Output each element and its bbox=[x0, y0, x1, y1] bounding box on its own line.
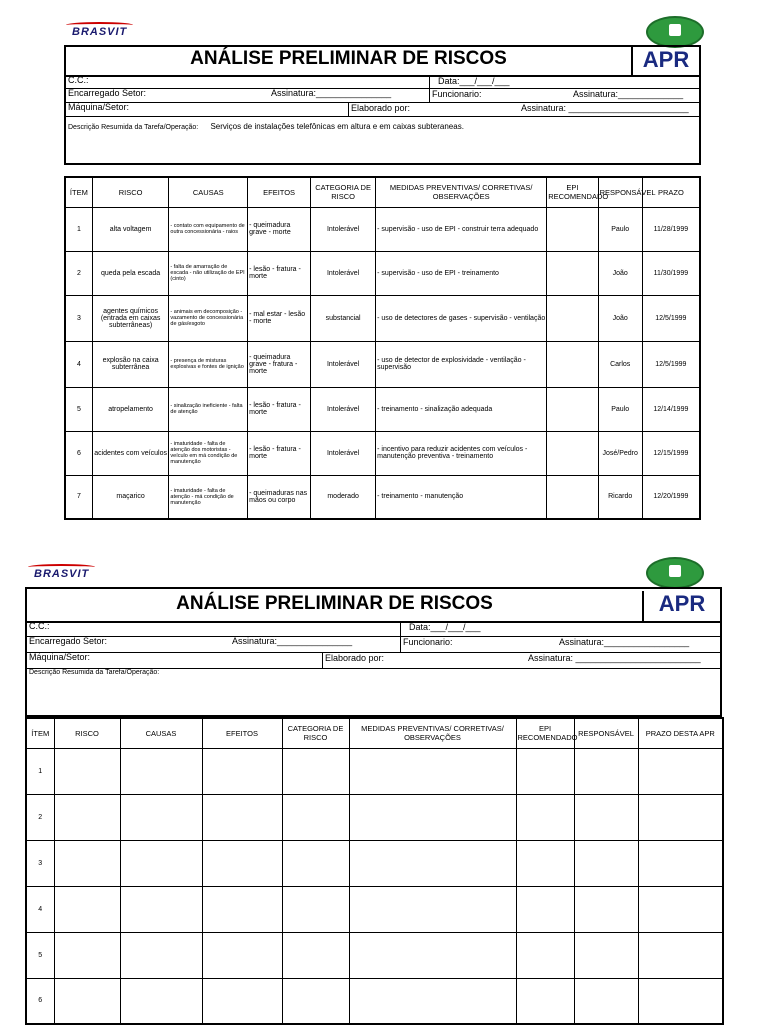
cell-risco: maçarico bbox=[92, 475, 169, 519]
empty-cell[interactable] bbox=[120, 840, 202, 886]
cell-medidas: - treinamento - sinalização adequada bbox=[376, 387, 547, 431]
form1-header bbox=[64, 45, 701, 165]
brasvit-logo-2: BRASVIT bbox=[34, 568, 90, 580]
empty-cell[interactable] bbox=[516, 932, 574, 978]
form1-funcionario: Funcionario: bbox=[432, 89, 482, 99]
empty-cell[interactable] bbox=[638, 794, 723, 840]
cell-resp: Paulo bbox=[598, 387, 642, 431]
column-header: ÍTEM bbox=[65, 177, 92, 207]
cell-medidas: - uso de detectores de gases - supervisão - ventilação bbox=[376, 295, 547, 341]
cell-item: 4 bbox=[65, 341, 92, 387]
brasvit-logo: BRASVIT bbox=[72, 26, 128, 38]
cell-risco: queda pela escada bbox=[92, 251, 169, 295]
cell-categoria: Intolerável bbox=[311, 251, 376, 295]
cell-item: 7 bbox=[65, 475, 92, 519]
cell-epi bbox=[547, 431, 598, 475]
table-row bbox=[26, 886, 723, 932]
cell-prazo: 12/5/1999 bbox=[642, 295, 700, 341]
cell-resp: João bbox=[598, 251, 642, 295]
table-row bbox=[26, 932, 723, 978]
form2-apr: APR bbox=[642, 591, 720, 621]
cell-efeitos: - lesão - fratura - morte bbox=[248, 251, 311, 295]
empty-cell[interactable] bbox=[516, 794, 574, 840]
form2-title: ANÁLISE PRELIMINAR DE RISCOS bbox=[176, 593, 493, 614]
form1-encarregado: Encarregado Setor: bbox=[68, 88, 147, 98]
form2-elaborado: Elaborado por: bbox=[325, 653, 385, 663]
empty-cell[interactable] bbox=[516, 886, 574, 932]
empty-cell[interactable] bbox=[574, 932, 638, 978]
cell-categoria: moderado bbox=[311, 475, 376, 519]
form2-assinatura2: Assinatura:_________________ bbox=[559, 637, 690, 647]
empty-cell[interactable] bbox=[349, 840, 516, 886]
column-header: RISCO bbox=[92, 177, 169, 207]
column-header: ÍTEM bbox=[26, 718, 54, 748]
cell-medidas: - treinamento - manutenção bbox=[376, 475, 547, 519]
cell-categoria: Intolerável bbox=[311, 207, 376, 251]
empty-cell[interactable] bbox=[54, 794, 120, 840]
empty-cell[interactable] bbox=[574, 748, 638, 794]
column-header: EFEITOS bbox=[202, 718, 282, 748]
form2-data: Data:___/___/___ bbox=[409, 622, 481, 632]
cell-item: 1 bbox=[26, 748, 54, 794]
form1-apr: APR bbox=[631, 47, 699, 75]
cell-risco: atropelamento bbox=[92, 387, 169, 431]
cell-epi bbox=[547, 387, 598, 431]
cell-epi bbox=[547, 251, 598, 295]
cell-resp: João bbox=[598, 295, 642, 341]
empty-cell[interactable] bbox=[54, 886, 120, 932]
table-row bbox=[65, 207, 700, 251]
cell-prazo: 11/30/1999 bbox=[642, 251, 700, 295]
column-header: RESPONSÁVEL bbox=[574, 718, 638, 748]
form1-title: ANÁLISE PRELIMINAR DE RISCOS bbox=[190, 48, 507, 69]
empty-cell[interactable] bbox=[282, 978, 349, 1024]
empty-cell[interactable] bbox=[120, 932, 202, 978]
form1-maquina: Máquina/Setor: bbox=[68, 102, 130, 112]
empty-cell[interactable] bbox=[349, 978, 516, 1024]
cell-epi bbox=[547, 207, 598, 251]
cell-epi bbox=[547, 475, 598, 519]
empty-cell[interactable] bbox=[574, 840, 638, 886]
empty-cell[interactable] bbox=[202, 748, 282, 794]
empty-cell[interactable] bbox=[638, 932, 723, 978]
empty-cell[interactable] bbox=[282, 840, 349, 886]
safety-seal-icon-2 bbox=[646, 557, 704, 589]
table-row bbox=[26, 748, 723, 794]
form2-descricao-label: Descrição Resumida da Tarefa/Operação: bbox=[29, 669, 160, 676]
column-header: CAUSAS bbox=[120, 718, 202, 748]
cell-medidas: - uso de detector de explosividade - ventilação - supervisão bbox=[376, 341, 547, 387]
cell-risco: alta voltagem bbox=[92, 207, 169, 251]
cell-causas: - falta de amarração de escada - não utilização de EPI (cinto) bbox=[169, 251, 248, 295]
empty-cell[interactable] bbox=[638, 840, 723, 886]
table-row bbox=[65, 295, 700, 341]
empty-cell[interactable] bbox=[282, 932, 349, 978]
column-header: PRAZO DESTA APR bbox=[638, 718, 723, 748]
column-header: RISCO bbox=[54, 718, 120, 748]
table-row bbox=[26, 978, 723, 1024]
cell-resp: Paulo bbox=[598, 207, 642, 251]
empty-cell[interactable] bbox=[120, 886, 202, 932]
empty-cell[interactable] bbox=[638, 886, 723, 932]
form1-cc: C.C.: bbox=[68, 75, 89, 85]
cell-causas: - contato com equipamento de outra concessionária - raios bbox=[169, 207, 248, 251]
cell-epi bbox=[547, 295, 598, 341]
empty-cell[interactable] bbox=[202, 978, 282, 1024]
cell-categoria: Intolerável bbox=[311, 431, 376, 475]
cell-efeitos: - queimadura grave - morte bbox=[248, 207, 311, 251]
cell-efeitos: - lesão - fratura - morte bbox=[248, 387, 311, 431]
cell-causas: - sinalização ineficiente - falta de atenção bbox=[169, 387, 248, 431]
form1-assinatura2: Assinatura:_____________ bbox=[573, 89, 684, 99]
column-header: EFEITOS bbox=[248, 177, 311, 207]
empty-cell[interactable] bbox=[202, 840, 282, 886]
table-row bbox=[65, 431, 700, 475]
table-row bbox=[65, 387, 700, 431]
column-header: RESPONSÁVEL bbox=[598, 177, 642, 207]
cell-categoria: Intolerável bbox=[311, 341, 376, 387]
table-row bbox=[65, 251, 700, 295]
safety-seal-icon bbox=[646, 16, 704, 48]
cell-prazo: 12/5/1999 bbox=[642, 341, 700, 387]
cell-medidas: - supervisão - uso de EPI - treinamento bbox=[376, 251, 547, 295]
cell-efeitos: - lesão - fratura - morte bbox=[248, 431, 311, 475]
empty-cell[interactable] bbox=[574, 794, 638, 840]
cell-item: 3 bbox=[26, 840, 54, 886]
cell-risco: explosão na caixa subterrânea bbox=[92, 341, 169, 387]
empty-cell[interactable] bbox=[349, 932, 516, 978]
empty-cell[interactable] bbox=[282, 748, 349, 794]
cell-categoria: Intolerável bbox=[311, 387, 376, 431]
empty-cell[interactable] bbox=[349, 748, 516, 794]
empty-cell[interactable] bbox=[202, 794, 282, 840]
empty-cell[interactable] bbox=[54, 932, 120, 978]
cell-efeitos: - queimadura grave - fratura - morte bbox=[248, 341, 311, 387]
form2-header bbox=[25, 587, 722, 717]
cell-causas: - imaturidade - falta de atenção dos motoristas - veículo em má condição de manutenção bbox=[169, 431, 248, 475]
form2-maquina: Máquina/Setor: bbox=[29, 652, 91, 662]
column-header: PRAZO bbox=[642, 177, 700, 207]
cell-causas: - animais em decomposição - vazamento de concessionária de gás/esgoto bbox=[169, 295, 248, 341]
form2-assinatura1: Assinatura:_______________ bbox=[232, 636, 353, 646]
cell-prazo: 12/14/1999 bbox=[642, 387, 700, 431]
form1-assinatura1: Assinatura:_______________ bbox=[271, 88, 392, 98]
cell-item: 6 bbox=[26, 978, 54, 1024]
column-header: CATEGORIA DE RISCO bbox=[311, 177, 376, 207]
empty-cell[interactable] bbox=[120, 978, 202, 1024]
form1-risk-table bbox=[64, 176, 701, 520]
column-header: CAUSAS bbox=[169, 177, 248, 207]
empty-cell[interactable] bbox=[282, 794, 349, 840]
cell-resp: José/Pedro bbox=[598, 431, 642, 475]
cell-causas: - presença de misturas explosivas e fontes de ignição bbox=[169, 341, 248, 387]
cell-efeitos: - mal estar - lesão - morte bbox=[248, 295, 311, 341]
cell-prazo: 11/28/1999 bbox=[642, 207, 700, 251]
form2-encarregado: Encarregado Setor: bbox=[29, 636, 108, 646]
form1-data: Data:___/___/___ bbox=[438, 76, 510, 86]
cell-prazo: 12/15/1999 bbox=[642, 431, 700, 475]
cell-item: 4 bbox=[26, 886, 54, 932]
table-row bbox=[65, 475, 700, 519]
cell-causas: - imaturidade - falta de atenção - má condição de manutenção bbox=[169, 475, 248, 519]
cell-item: 1 bbox=[65, 207, 92, 251]
cell-epi bbox=[547, 341, 598, 387]
empty-cell[interactable] bbox=[54, 840, 120, 886]
empty-cell[interactable] bbox=[120, 748, 202, 794]
cell-resp: Carlos bbox=[598, 341, 642, 387]
form1-assinatura3: Assinatura: ________________________ bbox=[521, 103, 689, 113]
cell-resp: Ricardo bbox=[598, 475, 642, 519]
cell-item: 2 bbox=[65, 251, 92, 295]
empty-cell[interactable] bbox=[574, 978, 638, 1024]
form2-assinatura3: Assinatura: _________________________ bbox=[528, 653, 701, 663]
form2-risk-table bbox=[25, 717, 724, 1025]
form2-funcionario: Funcionario: bbox=[403, 637, 453, 647]
form2-cc: C.C.: bbox=[29, 621, 50, 631]
cell-risco: agentes químicos (entrada em caixas subterrâneas) bbox=[92, 295, 169, 341]
empty-cell[interactable] bbox=[120, 794, 202, 840]
cell-risco: acidentes com veículos bbox=[92, 431, 169, 475]
form1-elaborado: Elaborado por: bbox=[351, 103, 411, 113]
cell-item: 6 bbox=[65, 431, 92, 475]
form1-descricao-label: Descrição Resumida da Tarefa/Operação: bbox=[68, 124, 199, 131]
empty-cell[interactable] bbox=[202, 886, 282, 932]
table-row bbox=[26, 840, 723, 886]
empty-cell[interactable] bbox=[202, 932, 282, 978]
column-header: MEDIDAS PREVENTIVAS/ CORRETIVAS/ OBSERVAÇÕES bbox=[349, 718, 516, 748]
cell-item: 5 bbox=[26, 932, 54, 978]
cell-item: 2 bbox=[26, 794, 54, 840]
table-row bbox=[26, 794, 723, 840]
empty-cell[interactable] bbox=[638, 748, 723, 794]
column-header: EPI RECOMENDADO bbox=[547, 177, 598, 207]
form1-descricao-value: Serviços de instalações telefônicas em altura e em caixas subteraneas. bbox=[210, 122, 464, 131]
cell-item: 3 bbox=[65, 295, 92, 341]
empty-cell[interactable] bbox=[54, 978, 120, 1024]
cell-item: 5 bbox=[65, 387, 92, 431]
empty-cell[interactable] bbox=[574, 886, 638, 932]
cell-categoria: substancial bbox=[311, 295, 376, 341]
empty-cell[interactable] bbox=[638, 978, 723, 1024]
table-row bbox=[65, 341, 700, 387]
cell-medidas: - incentivo para reduzir acidentes com veículos - manutenção preventiva - treinamento bbox=[376, 431, 547, 475]
cell-medidas: - supervisão - uso de EPI - construir terra adequado bbox=[376, 207, 547, 251]
empty-cell[interactable] bbox=[282, 886, 349, 932]
empty-cell[interactable] bbox=[349, 794, 516, 840]
empty-cell[interactable] bbox=[516, 840, 574, 886]
empty-cell[interactable] bbox=[516, 748, 574, 794]
column-header: MEDIDAS PREVENTIVAS/ CORRETIVAS/ OBSERVAÇÕES bbox=[376, 177, 547, 207]
empty-cell[interactable] bbox=[516, 978, 574, 1024]
cell-efeitos: - queimaduras nas mãos ou corpo bbox=[248, 475, 311, 519]
column-header: CATEGORIA DE RISCO bbox=[282, 718, 349, 748]
column-header: EPI RECOMENDADO bbox=[516, 718, 574, 748]
cell-prazo: 12/20/1999 bbox=[642, 475, 700, 519]
empty-cell[interactable] bbox=[54, 748, 120, 794]
empty-cell[interactable] bbox=[349, 886, 516, 932]
